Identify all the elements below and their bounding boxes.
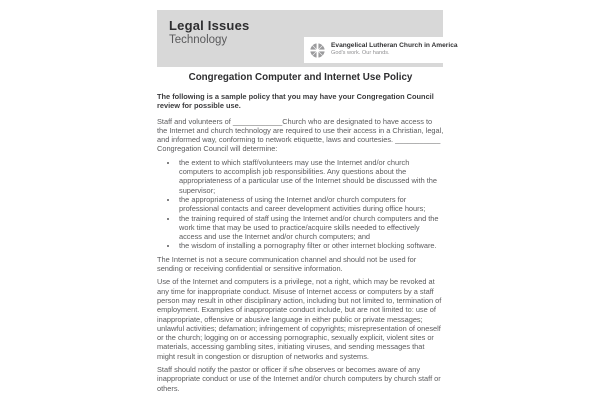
elca-cross-globe-icon: [309, 42, 326, 59]
header-title: Legal Issues: [169, 18, 250, 33]
header-subtitle: Technology: [169, 34, 228, 46]
list-item: • the appropriateness of using the Internet and/or church computers for professional contacts and career development activities during office hours;: [178, 195, 444, 214]
policy-paragraph-notify: Staff should notify the pastor or officer if s/he observes or becomes aware of any inappropriate conduct or use of the Internet and/or church computers by church staff or others.: [157, 365, 441, 393]
policy-paragraph-security: The Internet is not a secure communication channel and should not be used for sending or receiving confidential or sensitive information.: [157, 254, 417, 274]
elca-logo-text: [331, 42, 458, 57]
elca-logo: [304, 37, 458, 63]
policy-title: Congregation Computer and Internet Use Policy: [188, 72, 413, 83]
list-item: • the extent to which staff/volunteers may use the Internet and/or church computers to accomplish job responsibilities. Any questions about the appropriateness of a particular use of the Internet should be discussed with the supervisor;: [178, 158, 444, 195]
policy-paragraph-privilege: Use of the Internet and computers is a privilege, not a right, which may be revoked at any time for inappropriate conduct. Misuse of Internet access or computers by a staff person may result in other disciplinary action, including but not limited to, termination of employment. Examples of inappropriate conduct include, but are not limited to: use of inappropriate, offensive or abusive language in either public or private messages; unlawful activities; defamation; infringement of copyrights; misrepresentation of oneself or the church; logging on or accessing pornographic, sexually explicit, violent sites or materials, accessing gambling sites, initiating viruses, and sending messages that might result in congestion or disruption of networks and systems.: [157, 277, 442, 361]
policy-intro: The following is a sample policy that you may have your Congregation Council review for possible use.: [157, 92, 434, 111]
list-item: • the wisdom of installing a pornography filter or other internet blocking software.: [178, 241, 444, 250]
list-item: • the training required of staff using the Internet and/or church computers and the work time that may be used to practice/acquire skills needed to effectively access and use the Internet and/or church computers; and: [178, 214, 444, 242]
policy-content: [157, 72, 444, 397]
policy-opening-paragraph: Staff and volunteers of ____________Church who are designated to have access to the Internet and church technology are required to use their access in a Christian, legal, and informed way, conforming to network etiquette, laws and courtesies. ___________ Congregation Council will determine:: [157, 116, 444, 154]
elca-org-name: Evangelical Lutheran Church in America: [331, 42, 458, 50]
document-header: [157, 10, 458, 67]
elca-tagline: God's work. Our hands.: [331, 50, 390, 57]
policy-bullet-list: [157, 158, 444, 251]
